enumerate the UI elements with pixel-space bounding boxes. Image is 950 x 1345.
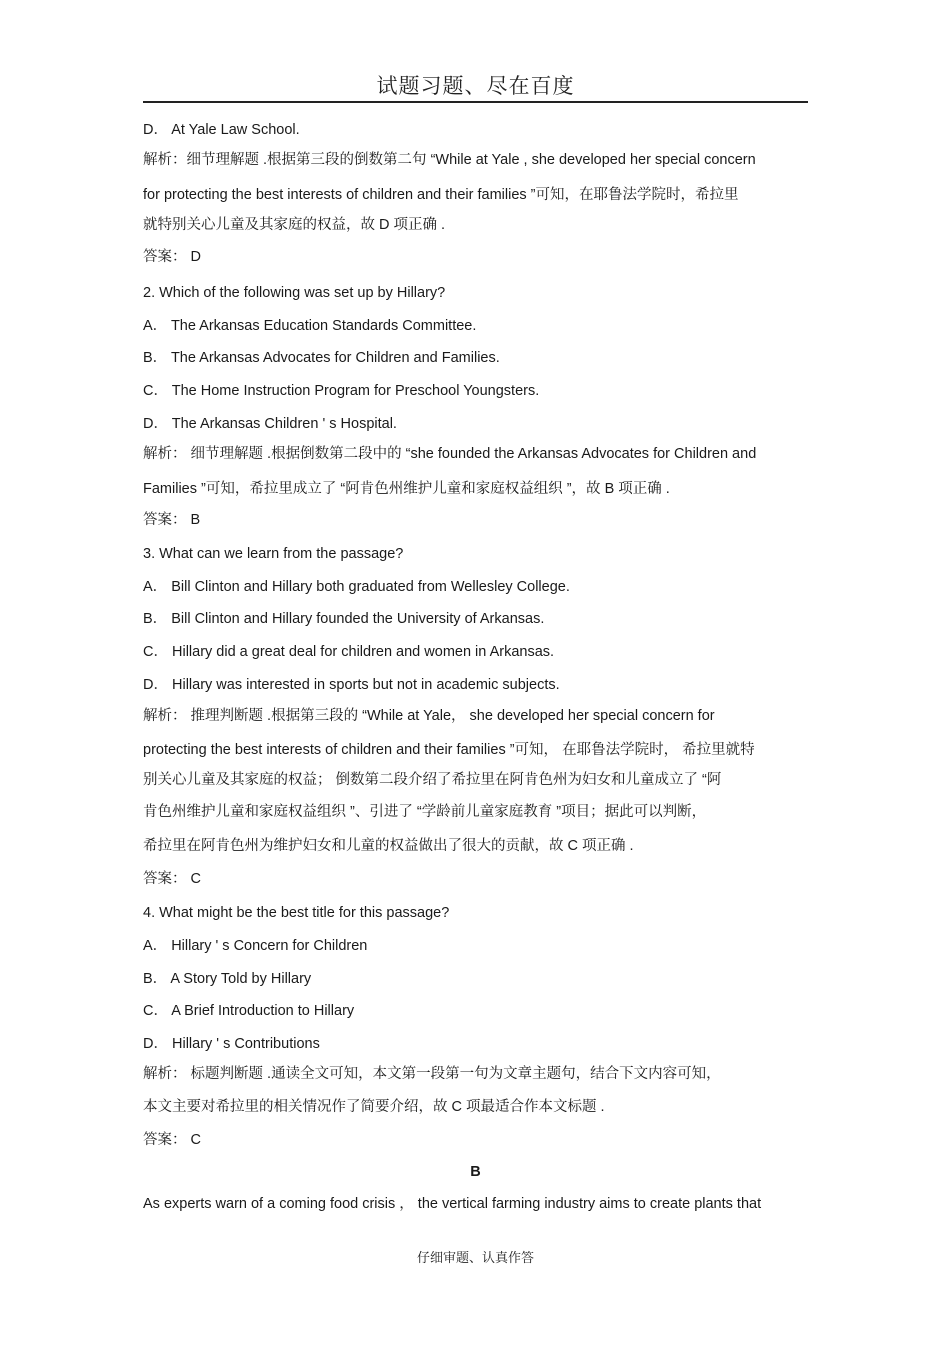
question-line: 3. What can we learn from the passage? xyxy=(143,546,404,562)
page-footer: 仔细审题、认真作答 xyxy=(416,1251,534,1266)
option-line: C． A Brief Introduction to Hillary xyxy=(143,1003,355,1019)
page-header-title: 试题习题、尽在百度 xyxy=(376,74,575,98)
option-line: B． Bill Clinton and Hillary founded the University of Arkansas. xyxy=(143,611,545,627)
answer-line: 答案： B xyxy=(143,512,201,528)
answer-line: 答案： C xyxy=(143,871,201,887)
text-line: 就特别关心儿童及其家庭的权益，故 D 项正确 . xyxy=(143,217,446,233)
passage-line: As experts warn of a coming food crisis ， the vertical farming industry aims to create plants that xyxy=(143,1196,762,1212)
header-rule xyxy=(143,101,808,103)
option-line: C． Hillary did a great deal for children and women in Arkansas. xyxy=(143,644,555,660)
text-line: 肯色州维护儿童和家庭权益组织 ”、引进了 “学龄前儿童家庭教育 ”项目；据此可以判断， xyxy=(143,804,707,820)
text-line: 别关心儿童及其家庭的权益； 倒数第二段介绍了希拉里在阿肯色州为妇女和儿童成立了 “阿 xyxy=(143,772,722,788)
answer-line: 答案： D xyxy=(143,249,201,265)
option-line: C． The Home Instruction Program for Preschool Youngsters. xyxy=(143,383,540,399)
text-line: D． At Yale Law School. xyxy=(143,122,300,138)
option-line: D． Hillary ' s Contributions xyxy=(143,1036,320,1052)
question-line: 4. What might be the best title for this passage? xyxy=(143,905,450,921)
option-line: B． A Story Told by Hillary xyxy=(143,971,312,987)
text-line: 解析：细节理解题 .根据第三段的倒数第二句 “While at Yale , she developed her special concern xyxy=(143,152,756,168)
text-line: 希拉里在阿肯色州为维护妇女和儿童的权益做出了很大的贡献，故 C 项正确 . xyxy=(143,838,634,854)
text-line: for protecting the best interests of children and their families ”可知，在耶鲁法学院时，希拉里 xyxy=(143,187,739,203)
section-label: B xyxy=(470,1164,481,1180)
text-line: 解析： 标题判断题 .通读全文可知，本文第一段第一句为文章主题句，结合下文内容可知， xyxy=(143,1066,721,1082)
option-line: A． The Arkansas Education Standards Committee. xyxy=(143,318,477,334)
option-line: B． The Arkansas Advocates for Children and Families. xyxy=(143,350,500,366)
text-line: 本文主要对希拉里的相关情况作了简要介绍，故 C 项最适合作本文标题 . xyxy=(143,1099,605,1115)
text-line: protecting the best interests of children and their families ”可知， 在耶鲁法学院时， 希拉里就特 xyxy=(143,742,755,758)
option-line: A． Hillary ' s Concern for Children xyxy=(143,938,368,954)
text-line: 解析： 细节理解题 .根据倒数第二段中的 “she founded the Arkansas Advocates for Children and xyxy=(143,446,757,462)
answer-line: 答案： C xyxy=(143,1132,201,1148)
option-line: A． Bill Clinton and Hillary both graduated from Wellesley College. xyxy=(143,579,570,595)
text-line: 解析： 推理判断题 .根据第三段的 “While at Yale， she developed her special concern for xyxy=(143,708,715,724)
question-line: 2. Which of the following was set up by Hillary? xyxy=(143,285,446,301)
option-line: D． The Arkansas Children ' s Hospital. xyxy=(143,416,397,432)
text-line: Families ”可知，希拉里成立了 “阿肯色州维护儿童和家庭权益组织 ”，故 B 项正确 . xyxy=(143,481,670,497)
option-line: D． Hillary was interested in sports but not in academic subjects. xyxy=(143,677,560,693)
